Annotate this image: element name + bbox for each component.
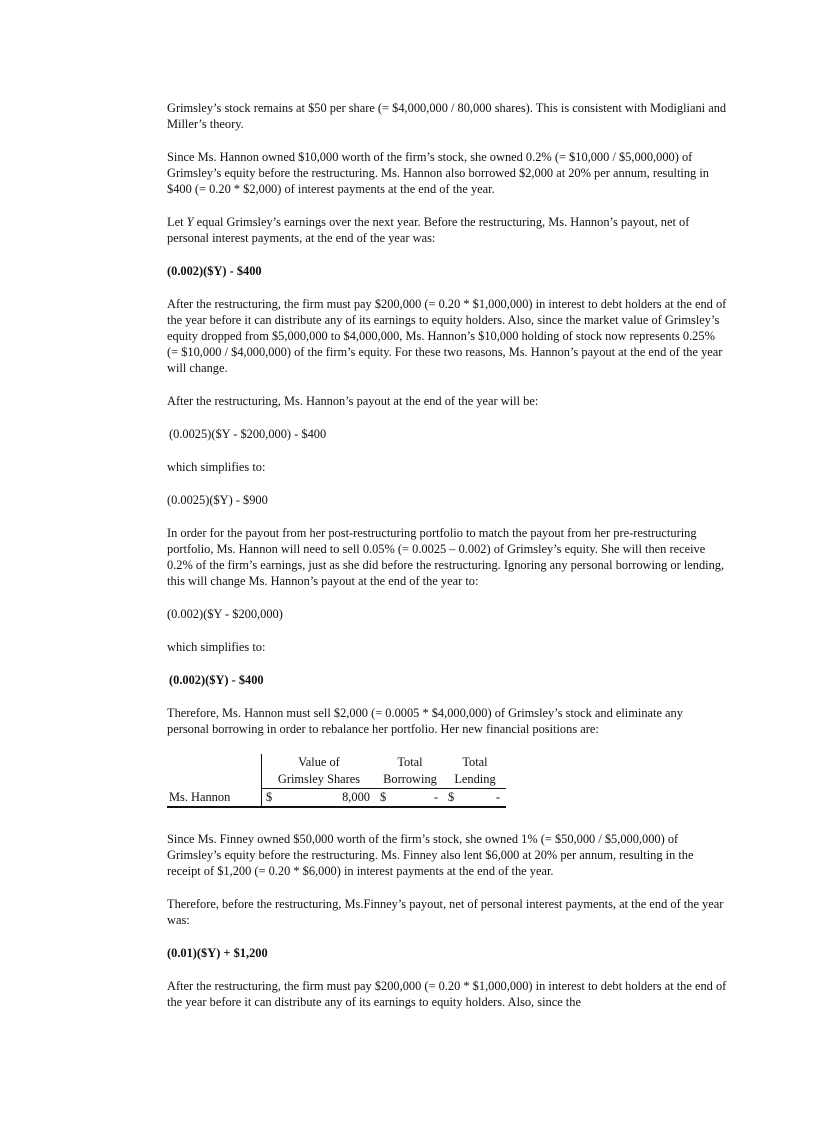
paragraph-text: equal Grimsley’s earnings over the next year. Before the restructuring, Ms. Hannon’s payout, net of personal interest payments, at the end of the year was:	[167, 215, 690, 245]
header-lending: Lending	[444, 771, 506, 789]
paragraph: After the restructuring, the firm must pay $200,000 (= 0.20 * $1,000,000) in interest to debt holders at the end of the year before it can distribute any of its earnings to equity holders. Also, since the	[167, 979, 727, 1009]
table-header-row	[167, 754, 506, 771]
paragraph	[167, 214, 727, 246]
paragraph: In order for the payout from her post-restructuring portfolio to match the payout from her pre-restructuring portfolio, Ms. Hannon will need to sell 0.05% (= 0.0025 – 0.002) of Grimsley’s equity. She will then receive 0.2% of the firm’s earnings, just as she did before the restructuring. Ignoring any personal borrowing or lending, this will change Ms. Hannon’s payout at the end of the year to:	[167, 526, 725, 588]
paragraph: Therefore, before the restructuring, Ms.Finney’s payout, net of personal interest payments, at the end of the year was:	[167, 897, 724, 927]
paragraph: After the restructuring, the firm must pay $200,000 (= 0.20 * $1,000,000) in interest to debt holders at the end of the year before it can distribute any of its earnings to equity holders. Also, since the market value of Grimsley’s equity dropped from $5,000,000 to $4,000,000, Ms. Hannon’s $10,000 holding of stock now represents 0.25% (= $10,000 / $4,000,000) of the firm’s equity. For these two reasons, Ms. Hannon’s payout at the end of the year will change.	[167, 297, 727, 375]
header-total: Total	[462, 755, 488, 769]
header-borrowing: Borrowing	[376, 771, 444, 789]
paragraph: which simplifies to:	[167, 640, 266, 654]
cell-value: $ 8,000	[262, 789, 377, 808]
variable-y: Y	[186, 215, 194, 229]
row-label: Ms. Hannon	[167, 789, 262, 808]
formula: (0.002)($Y) - $400	[169, 673, 264, 687]
table-row	[167, 789, 506, 808]
cell-lending: $ -	[444, 789, 506, 808]
header-value: Value of	[262, 754, 377, 771]
header-total: Total	[397, 755, 423, 769]
table-header-row	[167, 771, 506, 789]
paragraph: which simplifies to:	[167, 460, 266, 474]
formula: (0.0025)($Y) - $900	[167, 493, 268, 507]
paragraph-text: Let	[167, 215, 187, 229]
formula: (0.0025)($Y - $200,000) - $400	[169, 427, 327, 441]
paragraph: Grimsley’s stock remains at $50 per share (= $4,000,000 / 80,000 shares). This is consistent with Modigliani and Miller’s theory.	[167, 101, 727, 131]
formula: (0.002)($Y) - $400	[167, 264, 262, 278]
paragraph: Since Ms. Finney owned $50,000 worth of the firm’s stock, she owned 1% (= $50,000 / $5,000,000) of Grimsley’s equity before the restructuring. Ms. Finney also lent $6,000 at 20% per annum, resulting in the receipt of $1,200 (= 0.20 * $6,000) in interest payments at the end of the year.	[167, 832, 694, 878]
cell-borrowing: $ -	[376, 789, 444, 808]
formula: (0.01)($Y) + $1,200	[167, 946, 268, 960]
paragraph: Therefore, Ms. Hannon must sell $2,000 (= 0.0005 * $4,000,000) of Grimsley’s stock and eliminate any personal borrowing in order to rebalance her portfolio. Her new financial positions are:	[167, 706, 683, 736]
document-page	[167, 100, 727, 1027]
header-grimsley-shares: Grimsley Shares	[262, 771, 377, 789]
paragraph: Since Ms. Hannon owned $10,000 worth of the firm’s stock, she owned 0.2% (= $10,000 / $5,000,000) of Grimsley’s equity before the restructuring. Ms. Hannon also borrowed $2,000 at 20% per annum, resulting in $400 (= 0.20 * $2,000) of interest payments at the end of the year.	[167, 150, 709, 196]
positions-table	[167, 754, 506, 808]
paragraph: After the restructuring, Ms. Hannon’s payout at the end of the year will be:	[167, 394, 539, 408]
formula: (0.002)($Y - $200,000)	[167, 607, 283, 621]
